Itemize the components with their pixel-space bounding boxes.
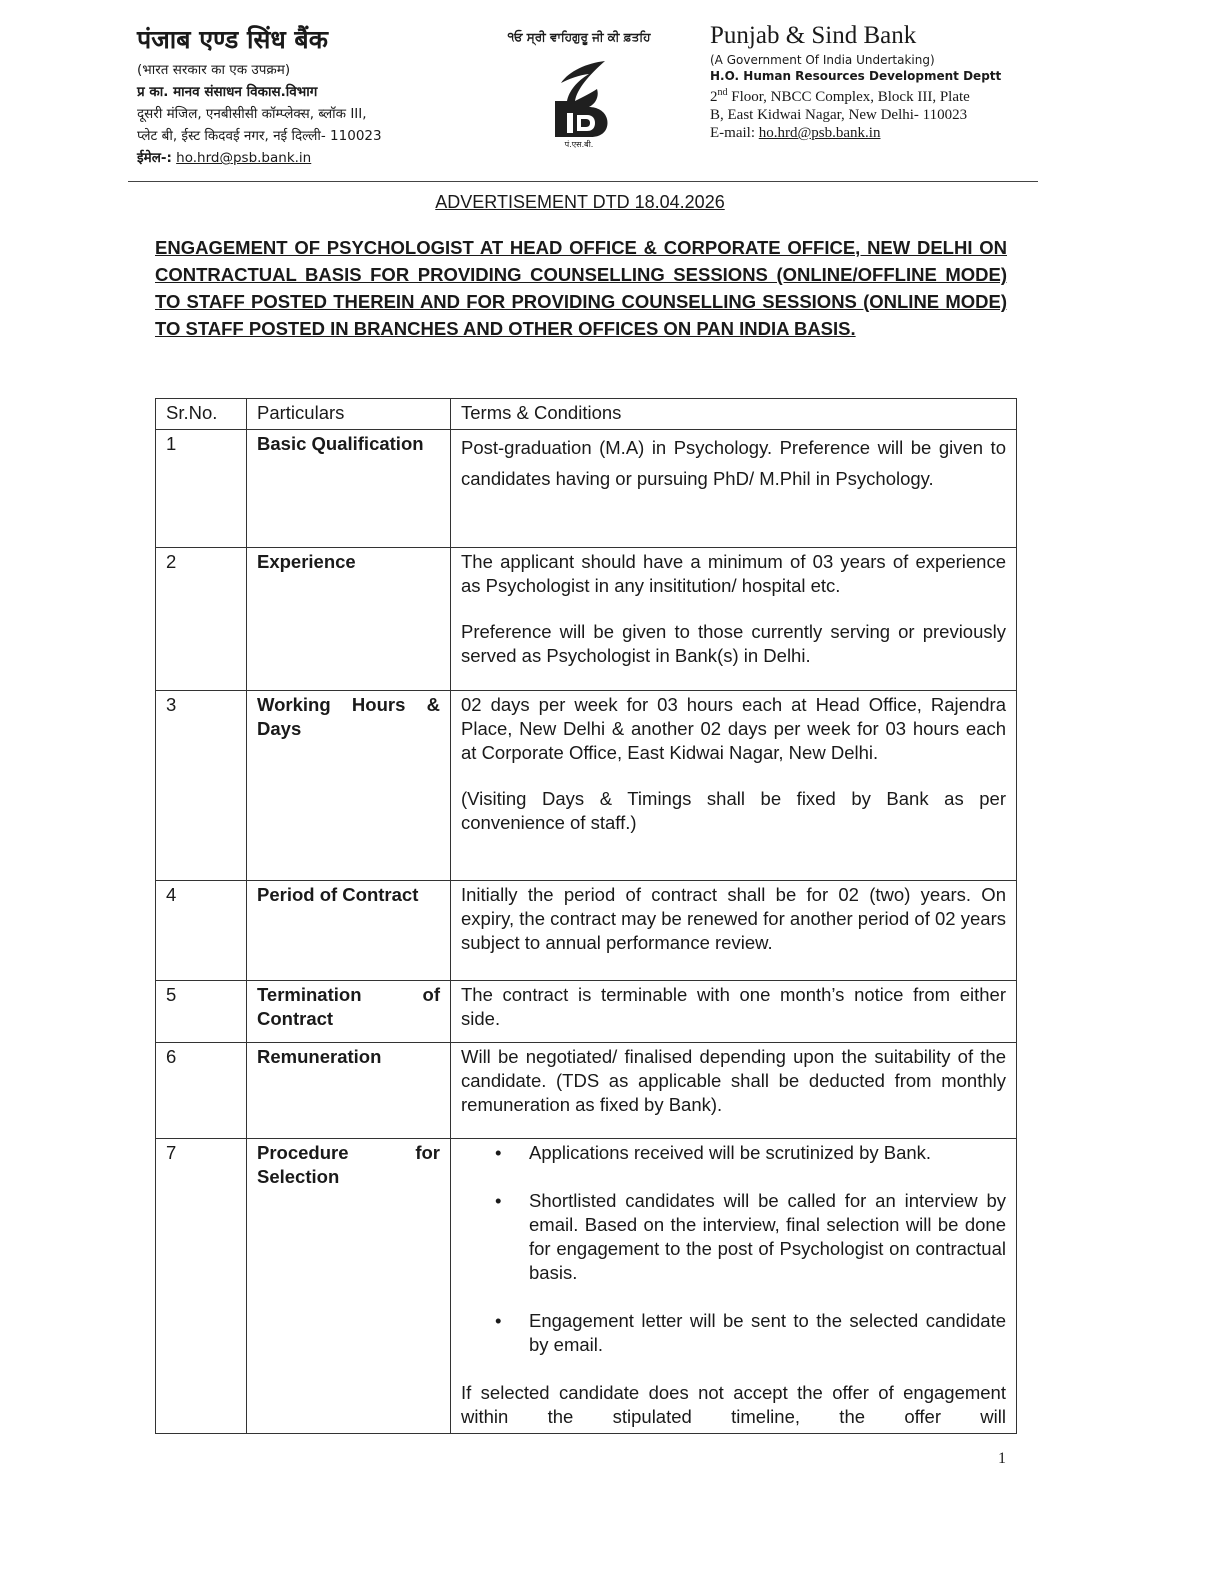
table-header-row <box>156 399 1017 430</box>
row-terms: Will be negotiated/ finalised depending upon the suitability of the candidate. (TDS as applicable shall be deducted from monthly remuneration as fixed by Bank). <box>451 1043 1017 1139</box>
column-header-particulars: Particulars <box>247 399 451 430</box>
row-terms: The applicant should have a minimum of 03 years of experience as Psychologist in any insititution/ hospital etc. Preference will be given to those currently serving or previously served as Psychologist in Bank(s) in Delhi. <box>451 548 1017 691</box>
advertisement-heading: ENGAGEMENT OF PSYCHOLOGIST AT HEAD OFFICE & CORPORATE OFFICE, NEW DELHI ON CONTRACTUAL BASIS FOR PROVIDING COUNSELLING SESSIONS (ONLINE/OFFLINE MODE) TO STAFF POSTED THEREIN AND FOR PROVIDING COUNSELLING SESSIONS (ONLINE MODE) TO STAFF POSTED IN BRANCHES AND OTHER OFFICES ON PAN INDIA BASIS. <box>155 237 1007 339</box>
row-srno: 3 <box>156 691 247 881</box>
list-item: • Shortlisted candidates will be called for an interview by email. Based on the interview, final selection will be done for engagement to the post of Psychologist on contractual basis. <box>461 1189 1006 1285</box>
department-hindi: प्र का. मानव संसाधन विकास.विभाग <box>137 84 318 100</box>
row-particular: Experience <box>247 548 451 691</box>
department-english: H.O. Human Resources Development Deptt <box>710 69 1002 83</box>
terms-table <box>155 398 1017 1434</box>
row-terms: Initially the period of contract shall be for 02 (two) years. On expiry, the contract may be renewed for another period of 02 years subject to annual performance review. <box>451 881 1017 981</box>
list-item: • Applications received will be scrutinized by Bank. <box>461 1141 1006 1165</box>
selection-bullet-list <box>461 1141 1006 1357</box>
address-line-2-english: B, East Kidwai Nagar, New Delhi- 110023 <box>710 107 968 123</box>
row-srno: 5 <box>156 981 247 1043</box>
row-srno: 7 <box>156 1139 247 1434</box>
table-row <box>156 430 1017 548</box>
bank-name-english: Punjab & Sind Bank <box>710 22 917 49</box>
row-terms: The contract is terminable with one month’s notice from either side. <box>451 981 1017 1043</box>
address-line-1-hindi: दूसरी मंजिल, एनबीसीसी कॉम्प्लेक्स, ब्लॉक III, <box>137 106 367 122</box>
table-row <box>156 548 1017 691</box>
row-srno: 2 <box>156 548 247 691</box>
page-number: 1 <box>998 1450 1006 1467</box>
row-particular: Working Hours & Days <box>247 691 451 881</box>
motto-text: ੧ਓ ਸ੍ਰੀ ਵਾਹਿਗੁਰੂ ਜੀ ਕੀ ਫ਼ਤਹਿ <box>507 30 651 44</box>
logo-abbreviation: पं.एस.बी. <box>564 140 594 149</box>
row-particular: Procedure for Selection <box>247 1139 451 1434</box>
table-row <box>156 1043 1017 1139</box>
address-line-2-hindi: प्लेट बी, ईस्ट किदवई नगर, नई दिल्ली- 110023 <box>137 128 382 144</box>
row-srno: 1 <box>156 430 247 548</box>
header-divider <box>128 181 1038 182</box>
row-particular: Termination of Contract <box>247 981 451 1043</box>
address-line-1-english: 2nd Floor, NBCC Complex, Block III, Plate <box>710 87 970 105</box>
header-english <box>710 22 1040 142</box>
bank-logo-icon <box>547 57 611 139</box>
table-row <box>156 691 1017 881</box>
row-terms: • Applications received will be scrutinized by Bank. • Shortlisted candidates will be called for an interview by email. Based on the interview, final selection will be done for engagement to the post of Psychologist on contractual basis. • Engagement letter will be sent to the selected candidate by email. If selected candidate does not accept the offer of engagement within the stipulated timeline, the offer will <box>451 1139 1017 1434</box>
email-label-english: E-mail: <box>710 125 759 141</box>
email-row-english <box>710 124 1040 142</box>
list-item: • Engagement letter will be sent to the selected candidate by email. <box>461 1309 1006 1357</box>
email-link-english[interactable]: ho.hrd@psb.bank.in <box>758 125 881 141</box>
email-link-hindi[interactable]: ho.hrd@psb.bank.in <box>176 150 312 166</box>
header-hindi <box>137 22 467 169</box>
header-logo-block <box>488 30 670 150</box>
email-label-hindi: ईमेल-: <box>137 150 172 166</box>
email-row-hindi <box>137 147 467 169</box>
row-terms: 02 days per week for 03 hours each at Head Office, Rajendra Place, New Delhi & another 02 days per week for 03 hours each at Corporate Office, East Kidwai Nagar, New Delhi. (Visiting Days & Timings shall be fixed by Bank as per convenience of staff.) <box>451 691 1017 881</box>
undertaking-hindi: (भारत सरकार का एक उपक्रम) <box>137 62 291 78</box>
table-row <box>156 981 1017 1043</box>
row-srno: 6 <box>156 1043 247 1139</box>
column-header-terms: Terms & Conditions <box>451 399 1017 430</box>
row-particular: Basic Qualification <box>247 430 451 548</box>
row-particular: Period of Contract <box>247 881 451 981</box>
row-particular: Remuneration <box>247 1043 451 1139</box>
row-terms: Post-graduation (M.A) in Psychology. Preference will be given to candidates having or pursuing PhD/ M.Phil in Psychology. <box>451 430 1017 548</box>
table-row <box>156 881 1017 981</box>
advertisement-date: ADVERTISEMENT DTD 18.04.2026 <box>435 192 725 212</box>
undertaking-english: (A Government Of India Undertaking) <box>710 53 935 67</box>
bank-name-hindi: पंजाब एण्ड सिंध बैंक <box>137 25 328 54</box>
column-header-srno: Sr.No. <box>156 399 247 430</box>
table-row <box>156 1139 1017 1434</box>
row-srno: 4 <box>156 881 247 981</box>
